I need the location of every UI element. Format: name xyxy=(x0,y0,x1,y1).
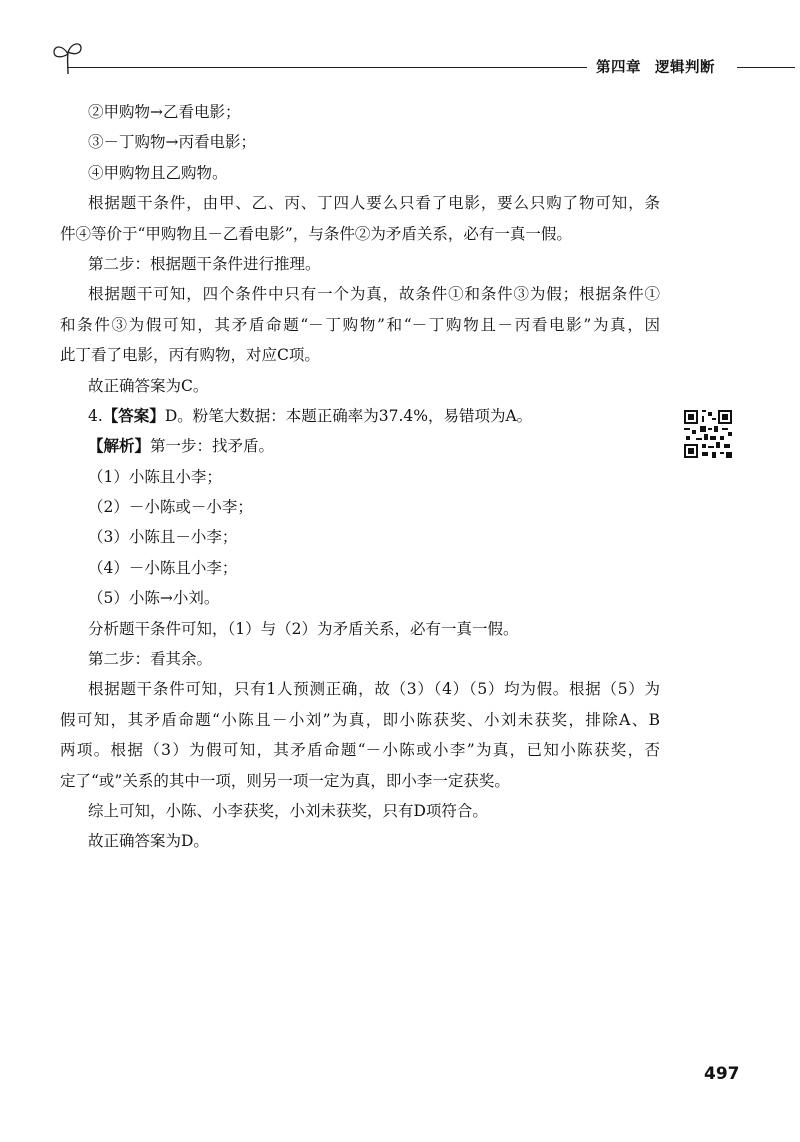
chapter-title: 逻辑判断 xyxy=(655,60,715,76)
page-number: 497 xyxy=(704,1064,740,1084)
text-line: 分析题干条件可知，（1）与（2）为矛盾关系，必有一真一假。 xyxy=(88,619,519,638)
analysis-label: 【解析】 xyxy=(88,437,151,456)
text-line: 假可知，其矛盾命题“小陈且－小刘”为真，即小陈获奖、小刘未获奖，排除A、B xyxy=(60,710,660,729)
answer-label: 【答案】 xyxy=(102,406,165,425)
text-line: ③－丁购物→丙看电影； xyxy=(88,133,256,152)
text-line: 定了“或”关系的其中一项，则另一项一定为真，即小李一定获奖。 xyxy=(60,771,510,790)
text-line: （3）小陈且－小李； xyxy=(88,528,238,547)
header-rule-left xyxy=(68,67,587,68)
text-line: ④甲购物且乙购物。 xyxy=(88,163,228,182)
page-body xyxy=(60,97,660,857)
chapter-number: 第四章 xyxy=(596,60,641,76)
text-line: 故正确答案为D。 xyxy=(88,832,209,851)
text-line: （4）－小陈且小李； xyxy=(88,558,238,577)
text-line: 和条件③为假可知，其矛盾命题“－丁购物”和“－丁购物且－丙看电影”为真，因 xyxy=(60,315,660,334)
text-line: 根据题干条件，由甲、乙、丙、丁四人要么只看了电影，要么只购了物可知，条 xyxy=(88,194,660,213)
chapter-heading xyxy=(596,56,715,77)
text-line: 综上可知，小陈、小李获奖，小刘未获奖，只有D项符合。 xyxy=(88,801,488,820)
text-line: （5）小陈→小刘。 xyxy=(88,589,220,608)
answer-line xyxy=(88,401,660,431)
text-line: 此丁看了电影，丙有购物，对应C项。 xyxy=(60,346,320,365)
text-line: 第二步：根据题干条件进行推理。 xyxy=(88,254,321,273)
qr-code-icon xyxy=(682,408,734,460)
text-line: 两项。根据（3）为假可知，其矛盾命题“－小陈或小李”为真，已知小陈获奖，否 xyxy=(60,741,660,760)
analysis-text: 第一步：找矛盾。 xyxy=(150,437,275,456)
text-line: 第二步：看其余。 xyxy=(88,650,213,669)
answer-text: D。粉笔大数据：本题正确率为37.4%，易错项为A。 xyxy=(164,406,533,425)
header-rule-right xyxy=(737,67,795,68)
text-line: ②甲购物→乙看电影； xyxy=(88,103,241,121)
question-number: 4. xyxy=(88,406,103,425)
analysis-line xyxy=(88,431,660,461)
text-line: 根据题干条件可知，只有1人预测正确，故（3）（4）（5）均为假。根据（5）为 xyxy=(88,680,660,699)
text-line: 根据题干可知，四个条件中只有一个为真，故条件①和条件③为假；根据条件① xyxy=(88,285,660,304)
leaf-sprout-icon xyxy=(50,36,84,76)
text-line: 件④等价于“甲购物且－乙看电影”，与条件②为矛盾关系，必有一真一假。 xyxy=(60,224,572,243)
text-line: （2）－小陈或－小李； xyxy=(88,498,253,517)
text-line: 故正确答案为C。 xyxy=(88,376,209,395)
text-line: （1）小陈且小李； xyxy=(88,467,222,486)
